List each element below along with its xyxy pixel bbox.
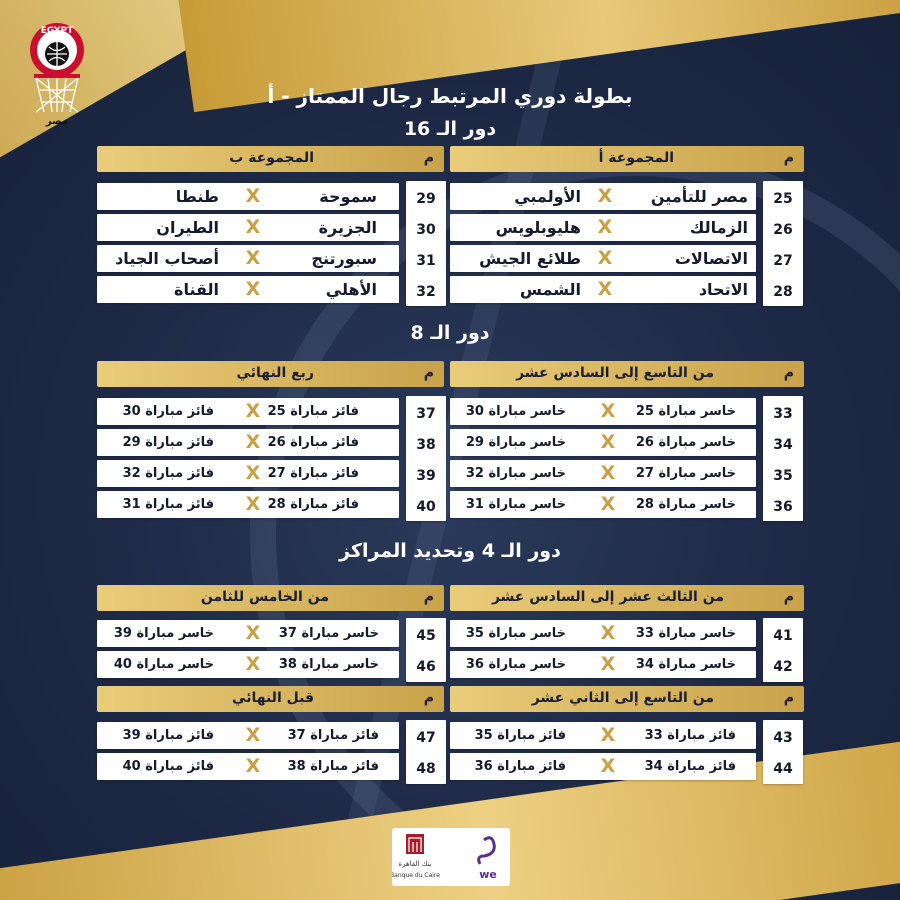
away-team: أصحاب الجياد: [115, 249, 219, 268]
away-team: فائز مباراة 36: [474, 759, 566, 774]
logo-top-text: EGYPT: [40, 26, 74, 36]
vs-icon: X: [600, 724, 616, 746]
away-team: الشمس: [519, 280, 581, 299]
away-team: فائز مباراة 30: [122, 404, 214, 419]
match-number: 45: [416, 628, 436, 644]
match-number: 29: [416, 191, 436, 207]
match-row: [97, 398, 399, 425]
away-team: فائز مباراة 32: [122, 466, 214, 481]
vs-icon: X: [600, 653, 616, 675]
match-number: 37: [416, 406, 436, 422]
match-number: 30: [416, 222, 436, 238]
round8-right-header: [97, 361, 444, 387]
away-team: الطيران: [156, 218, 219, 237]
col-m-label: م: [783, 365, 794, 381]
away-team: هليوبلويس: [495, 218, 581, 237]
match-number: 38: [416, 437, 436, 453]
away-team: خاسر مباراة 39: [113, 626, 214, 641]
vs-icon: X: [597, 216, 613, 238]
vs-icon: X: [597, 278, 613, 300]
match-row: [97, 276, 399, 303]
round4-a-left-header: [450, 585, 804, 611]
col-m-label: م: [423, 150, 434, 166]
away-team: فائز مباراة 31: [122, 497, 214, 512]
match-row: [450, 398, 756, 425]
match-row: [97, 651, 399, 678]
sponsors-box: [392, 828, 510, 886]
page-title: بطولة دوري المرتبط رجال الممتاز - أ: [267, 84, 633, 108]
home-team: خاسر مباراة 33: [635, 626, 736, 641]
col-m-label: م: [423, 589, 434, 605]
round4-a-left-number-column: [763, 618, 803, 682]
match-row: [97, 753, 399, 780]
home-team: فائز مباراة 28: [267, 497, 359, 512]
home-team: سبورتنج: [311, 249, 377, 268]
home-team: فائز مباراة 33: [644, 728, 736, 743]
home-team: مصر للتأمين: [650, 187, 748, 206]
match-row: [450, 722, 756, 749]
bank-name-en: Banque du Caire: [392, 872, 440, 879]
home-team: فائز مباراة 38: [287, 759, 379, 774]
home-team: سموحة: [319, 187, 377, 206]
match-number: 34: [773, 437, 793, 453]
col-m-label: م: [783, 150, 794, 166]
vs-icon: X: [245, 431, 261, 453]
round16-title: دور الـ 16: [403, 118, 497, 140]
match-number: 26: [773, 222, 793, 238]
vs-icon: X: [600, 493, 616, 515]
round4-a-right-header: [97, 585, 444, 611]
vs-icon: X: [245, 755, 261, 777]
vs-icon: X: [245, 185, 261, 207]
match-number: 42: [773, 659, 793, 675]
vs-icon: X: [600, 400, 616, 422]
home-team: خاسر مباراة 27: [635, 466, 736, 481]
away-team: خاسر مباراة 35: [465, 626, 566, 641]
home-team: فائز مباراة 27: [267, 466, 359, 481]
round4-b-left-number-column: [763, 720, 803, 784]
vs-icon: X: [600, 462, 616, 484]
vs-icon: X: [600, 431, 616, 453]
telecom-name: we: [479, 868, 497, 881]
round4-a-right-number-column: [406, 618, 446, 682]
home-team: الاتحاد: [698, 280, 748, 299]
home-team: الاتصالات: [674, 249, 748, 268]
vs-icon: X: [245, 724, 261, 746]
away-team: خاسر مباراة 32: [465, 466, 566, 481]
match-row: [450, 651, 756, 678]
col-m-label: م: [423, 690, 434, 706]
col-m-label: م: [783, 589, 794, 605]
match-number: 41: [773, 628, 793, 644]
match-row: [450, 753, 756, 780]
group-b-title: المجموعة ب: [229, 150, 314, 166]
match-number: 27: [773, 253, 793, 269]
away-team: خاسر مباراة 36: [465, 657, 566, 672]
round4-title: دور الـ 4 وتحديد المراكز: [339, 540, 561, 562]
vs-icon: X: [597, 247, 613, 269]
vs-icon: X: [600, 622, 616, 644]
away-team: الأولمبي: [514, 187, 581, 206]
away-team: خاسر مباراة 30: [465, 404, 566, 419]
match-number: 35: [773, 468, 793, 484]
vs-icon: X: [245, 278, 261, 300]
match-row: [450, 620, 756, 647]
match-row: [97, 460, 399, 487]
vs-icon: X: [597, 185, 613, 207]
match-row: [450, 245, 756, 272]
round4-b-right-number-column: [406, 720, 446, 784]
match-row: [97, 245, 399, 272]
home-team: الأهلي: [325, 280, 377, 299]
away-team: خاسر مباراة 29: [465, 435, 566, 450]
away-team: فائز مباراة 29: [122, 435, 214, 450]
vs-icon: X: [245, 493, 261, 515]
vs-icon: X: [245, 462, 261, 484]
vs-icon: X: [245, 400, 261, 422]
vs-icon: X: [245, 622, 261, 644]
match-row: [97, 491, 399, 518]
group-b-number-column: [406, 181, 446, 306]
home-team: فائز مباراة 26: [267, 435, 359, 450]
away-team: خاسر مباراة 40: [113, 657, 214, 672]
group-a-number-column: [763, 181, 803, 306]
match-row: [97, 620, 399, 647]
round4-b-right-header: [97, 686, 444, 712]
match-number: 48: [416, 761, 436, 777]
away-team: فائز مباراة 35: [474, 728, 566, 743]
vs-icon: X: [245, 247, 261, 269]
match-row: [450, 429, 756, 456]
match-row: [97, 429, 399, 456]
round4-a-left-title: من الثالث عشر إلى السادس عشر: [491, 589, 724, 605]
match-row: [97, 183, 399, 210]
home-team: الجزيرة: [318, 218, 377, 237]
match-row: [97, 214, 399, 241]
away-team: فائز مباراة 40: [122, 759, 214, 774]
match-number: 46: [416, 659, 436, 675]
vs-icon: X: [245, 653, 261, 675]
match-row: [450, 491, 756, 518]
match-number: 44: [773, 761, 793, 777]
round4-b-right-title: قبل النهائي: [232, 690, 314, 706]
match-number: 39: [416, 468, 436, 484]
match-row: [450, 183, 756, 210]
col-m-label: م: [783, 690, 794, 706]
telecom-logo-icon: [479, 838, 495, 864]
match-number: 31: [416, 253, 436, 269]
match-number: 25: [773, 191, 793, 207]
round8-left-title: من التاسع إلى السادس عشر: [516, 365, 714, 381]
away-team: فائز مباراة 39: [122, 728, 214, 743]
match-number: 47: [416, 730, 436, 746]
round4-b-left-header: [450, 686, 804, 712]
away-team: طلائع الجيش: [479, 249, 581, 268]
federation-logo: [22, 20, 92, 130]
away-team: طنطا: [175, 187, 219, 206]
match-row: [450, 214, 756, 241]
round8-title: دور الـ 8: [410, 322, 490, 344]
home-team: خاسر مباراة 25: [635, 404, 736, 419]
col-m-label: م: [423, 365, 434, 381]
match-row: [450, 460, 756, 487]
sponsor-logos: [392, 828, 510, 886]
home-team: فائز مباراة 37: [287, 728, 379, 743]
round8-right-number-column: [406, 396, 446, 521]
match-number: 36: [773, 499, 793, 515]
home-team: فائز مباراة 25: [267, 404, 359, 419]
bank-name-ar: بنك القاهرة: [398, 860, 432, 868]
match-number: 33: [773, 406, 793, 422]
round8-right-title: ربع النهائي: [236, 365, 314, 381]
away-team: خاسر مباراة 31: [465, 497, 566, 512]
round8-left-number-column: [763, 396, 803, 521]
group-a-header: [450, 146, 804, 172]
match-row: [450, 276, 756, 303]
group-b-header: [97, 146, 444, 172]
round4-a-right-title: من الخامس للثامن: [200, 589, 329, 605]
home-team: خاسر مباراة 34: [635, 657, 736, 672]
home-team: فائز مباراة 34: [644, 759, 736, 774]
away-team: القناة: [174, 280, 219, 299]
home-team: خاسر مباراة 26: [635, 435, 736, 450]
match-row: [97, 722, 399, 749]
match-number: 28: [773, 284, 793, 300]
group-a-title: المجموعة أ: [598, 150, 674, 166]
round4-b-left-title: من التاسع إلى الثاني عشر: [531, 690, 714, 706]
home-team: الزمالك: [689, 218, 748, 237]
home-team: خاسر مباراة 37: [278, 626, 379, 641]
match-number: 32: [416, 284, 436, 300]
round8-left-header: [450, 361, 804, 387]
match-number: 43: [773, 730, 793, 746]
vs-icon: X: [245, 216, 261, 238]
home-team: خاسر مباراة 38: [278, 657, 379, 672]
vs-icon: X: [600, 755, 616, 777]
match-number: 40: [416, 499, 436, 515]
home-team: خاسر مباراة 28: [635, 497, 736, 512]
logo-bottom-text: مصر: [45, 116, 69, 127]
